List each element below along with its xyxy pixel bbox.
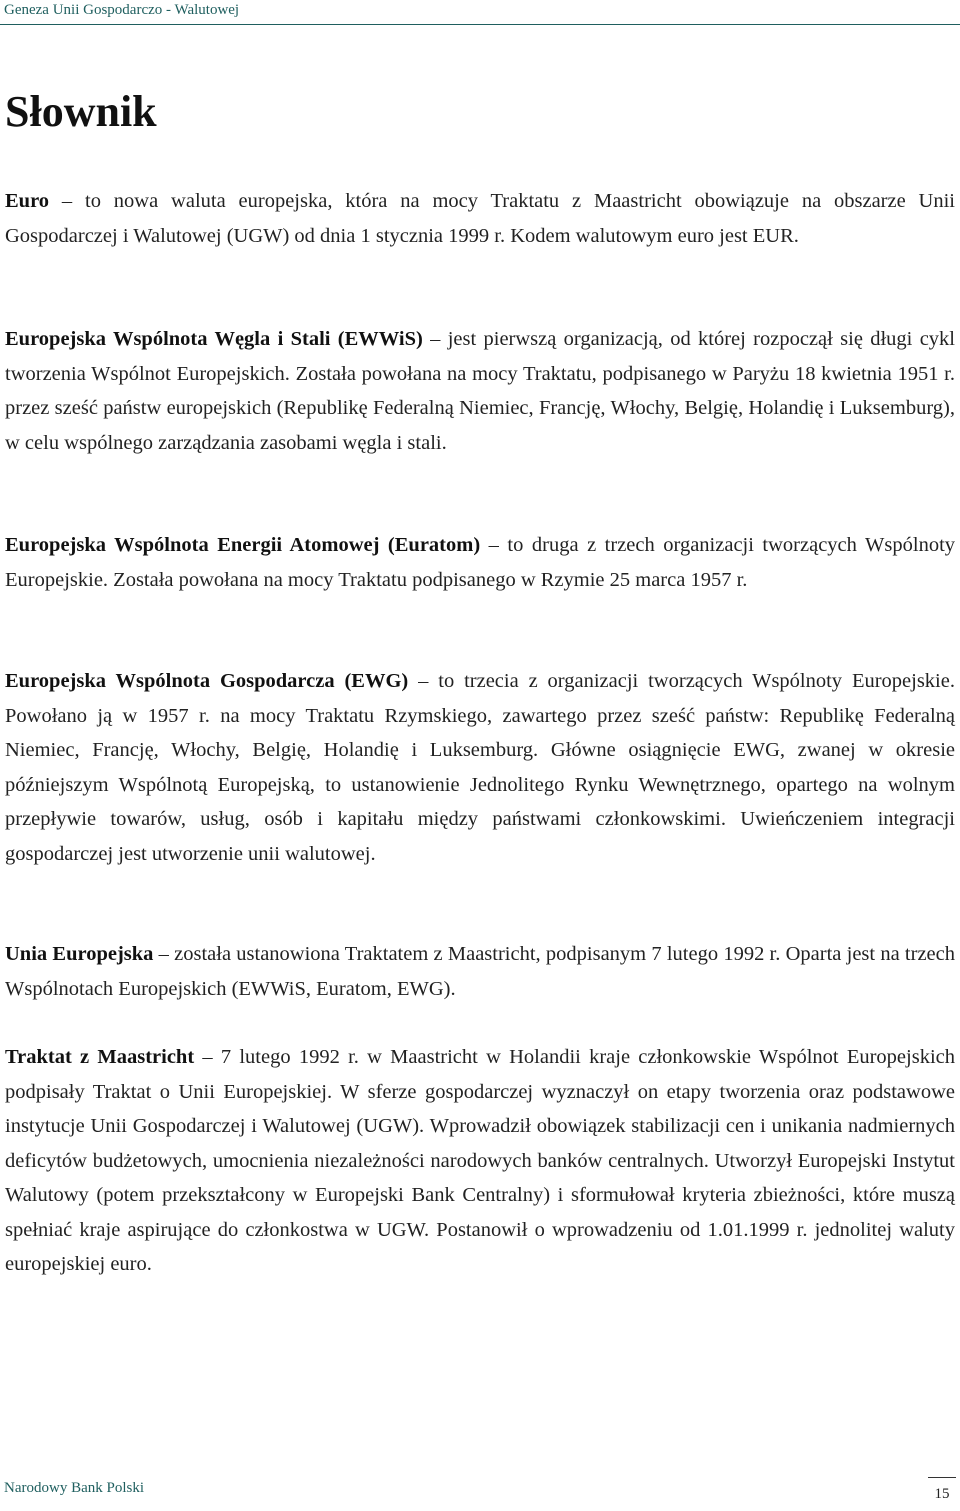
running-header-title: Geneza Unii Gospodarczo - Walutowej <box>4 2 240 18</box>
footer-publisher: Narodowy Bank Polski <box>4 1480 144 1496</box>
glossary-definition: – 7 lutego 1992 r. w Maastricht w Holandii kraje członkowskie Wspólnot Europejskich podpisały Traktat o Unii Europejskiej. W sferze gospodarczej wyznaczył on etapy tworzenia oraz podstawowe instytucje Unii Gospodarczej i Walutowej (UGW). Wprowadził obowiązek stabilizacji cen i unikania nadmiernych deficytów budżetowych, umocnienia niezależności narodowych banków centralnych. Utworzył Europejski Instytut Walutowy (potem przekształcony w Europejski Bank Centralny) i sformułował kryteria zbieżności, które muszą spełniać kraje aspirujące do członkostwa w UGW. Postanowił o wprowadzeniu od 1.01.1999 r. jednolitej waluty europejskiej euro. <box>5 1046 955 1275</box>
glossary-term: Unia Europejska <box>5 943 154 965</box>
glossary-definition: – to trzecia z organizacji tworzących Wspólnoty Europejskie. Powołano ją w 1957 r. na mocy Traktatu Rzymskiego, zawartego przez sześć państw: Republikę Federalną Niemiec, Francję, Włochy, Belgię, Holandię i Luksemburg. Główne osiągnięcie EWG, zwanej w okresie późniejszym Wspólnotą Europejską, to ustanowienie Jednolitego Rynku Wewnętrznego, opartego na wolnym przepływie towarów, usług, osób i kapitału między państwami członkowskimi. Uwieńczeniem integracji gospodarczej jest utworzenie unii walutowej. <box>5 670 955 865</box>
glossary-definition: – to druga z trzech organizacji tworzących Wspólnoty Europejskie. Została powołana na mocy Traktatu podpisanego w Rzymie 25 marca 1957 r. <box>5 534 956 591</box>
glossary-definition: – jest pierwszą organizacją, od której rozpoczął się długi cykl tworzenia Wspólnot Europejskich. Została powołana na mocy Traktatu, podpisanego w Paryżu 18 kwietnia 1951 r. przez sześć państw europejskich (Republikę Federalną Niemiec, Francję, Włochy, Belgię, Holandię i Luksemburg), w celu wspólnego zarządzania zasobami węgla i stali. <box>5 328 955 454</box>
glossary-entry-ewg <box>5 664 955 871</box>
glossary-definition: – została ustanowiona Traktatem z Maastricht, podpisanym 7 lutego 1992 r. Oparta jest na trzech Wspólnotach Europejskich (EWWiS, Euratom, EWG). <box>5 943 955 1000</box>
glossary-entry-euro <box>5 184 955 253</box>
glossary-term: Traktat z Maastricht <box>5 1046 195 1068</box>
glossary-entry-ewwis <box>5 322 955 460</box>
running-header <box>0 0 960 25</box>
glossary-entry-traktat-z-maastricht <box>5 1040 955 1282</box>
glossary-definition: – to nowa waluta europejska, która na mocy Traktatu z Maastricht obowiązuje na obszarze Unii Gospodarczej i Walutowej (UGW) od dnia 1 stycznia 1999 r. Kodem walutowym euro jest EUR. <box>5 190 955 247</box>
page-title: Słownik <box>5 87 157 136</box>
glossary-term: Europejska Wspólnota Węgla i Stali (EWWiS) <box>5 328 423 350</box>
glossary-term: Europejska Wspólnota Energii Atomowej (Euratom) <box>5 534 481 556</box>
glossary-entry-unia-europejska <box>5 937 955 1006</box>
page-number: 15 <box>928 1477 956 1508</box>
glossary-term: Euro <box>5 190 50 212</box>
glossary-entry-euratom <box>5 528 955 597</box>
glossary-term: Europejska Wspólnota Gospodarcza (EWG) <box>5 670 409 692</box>
